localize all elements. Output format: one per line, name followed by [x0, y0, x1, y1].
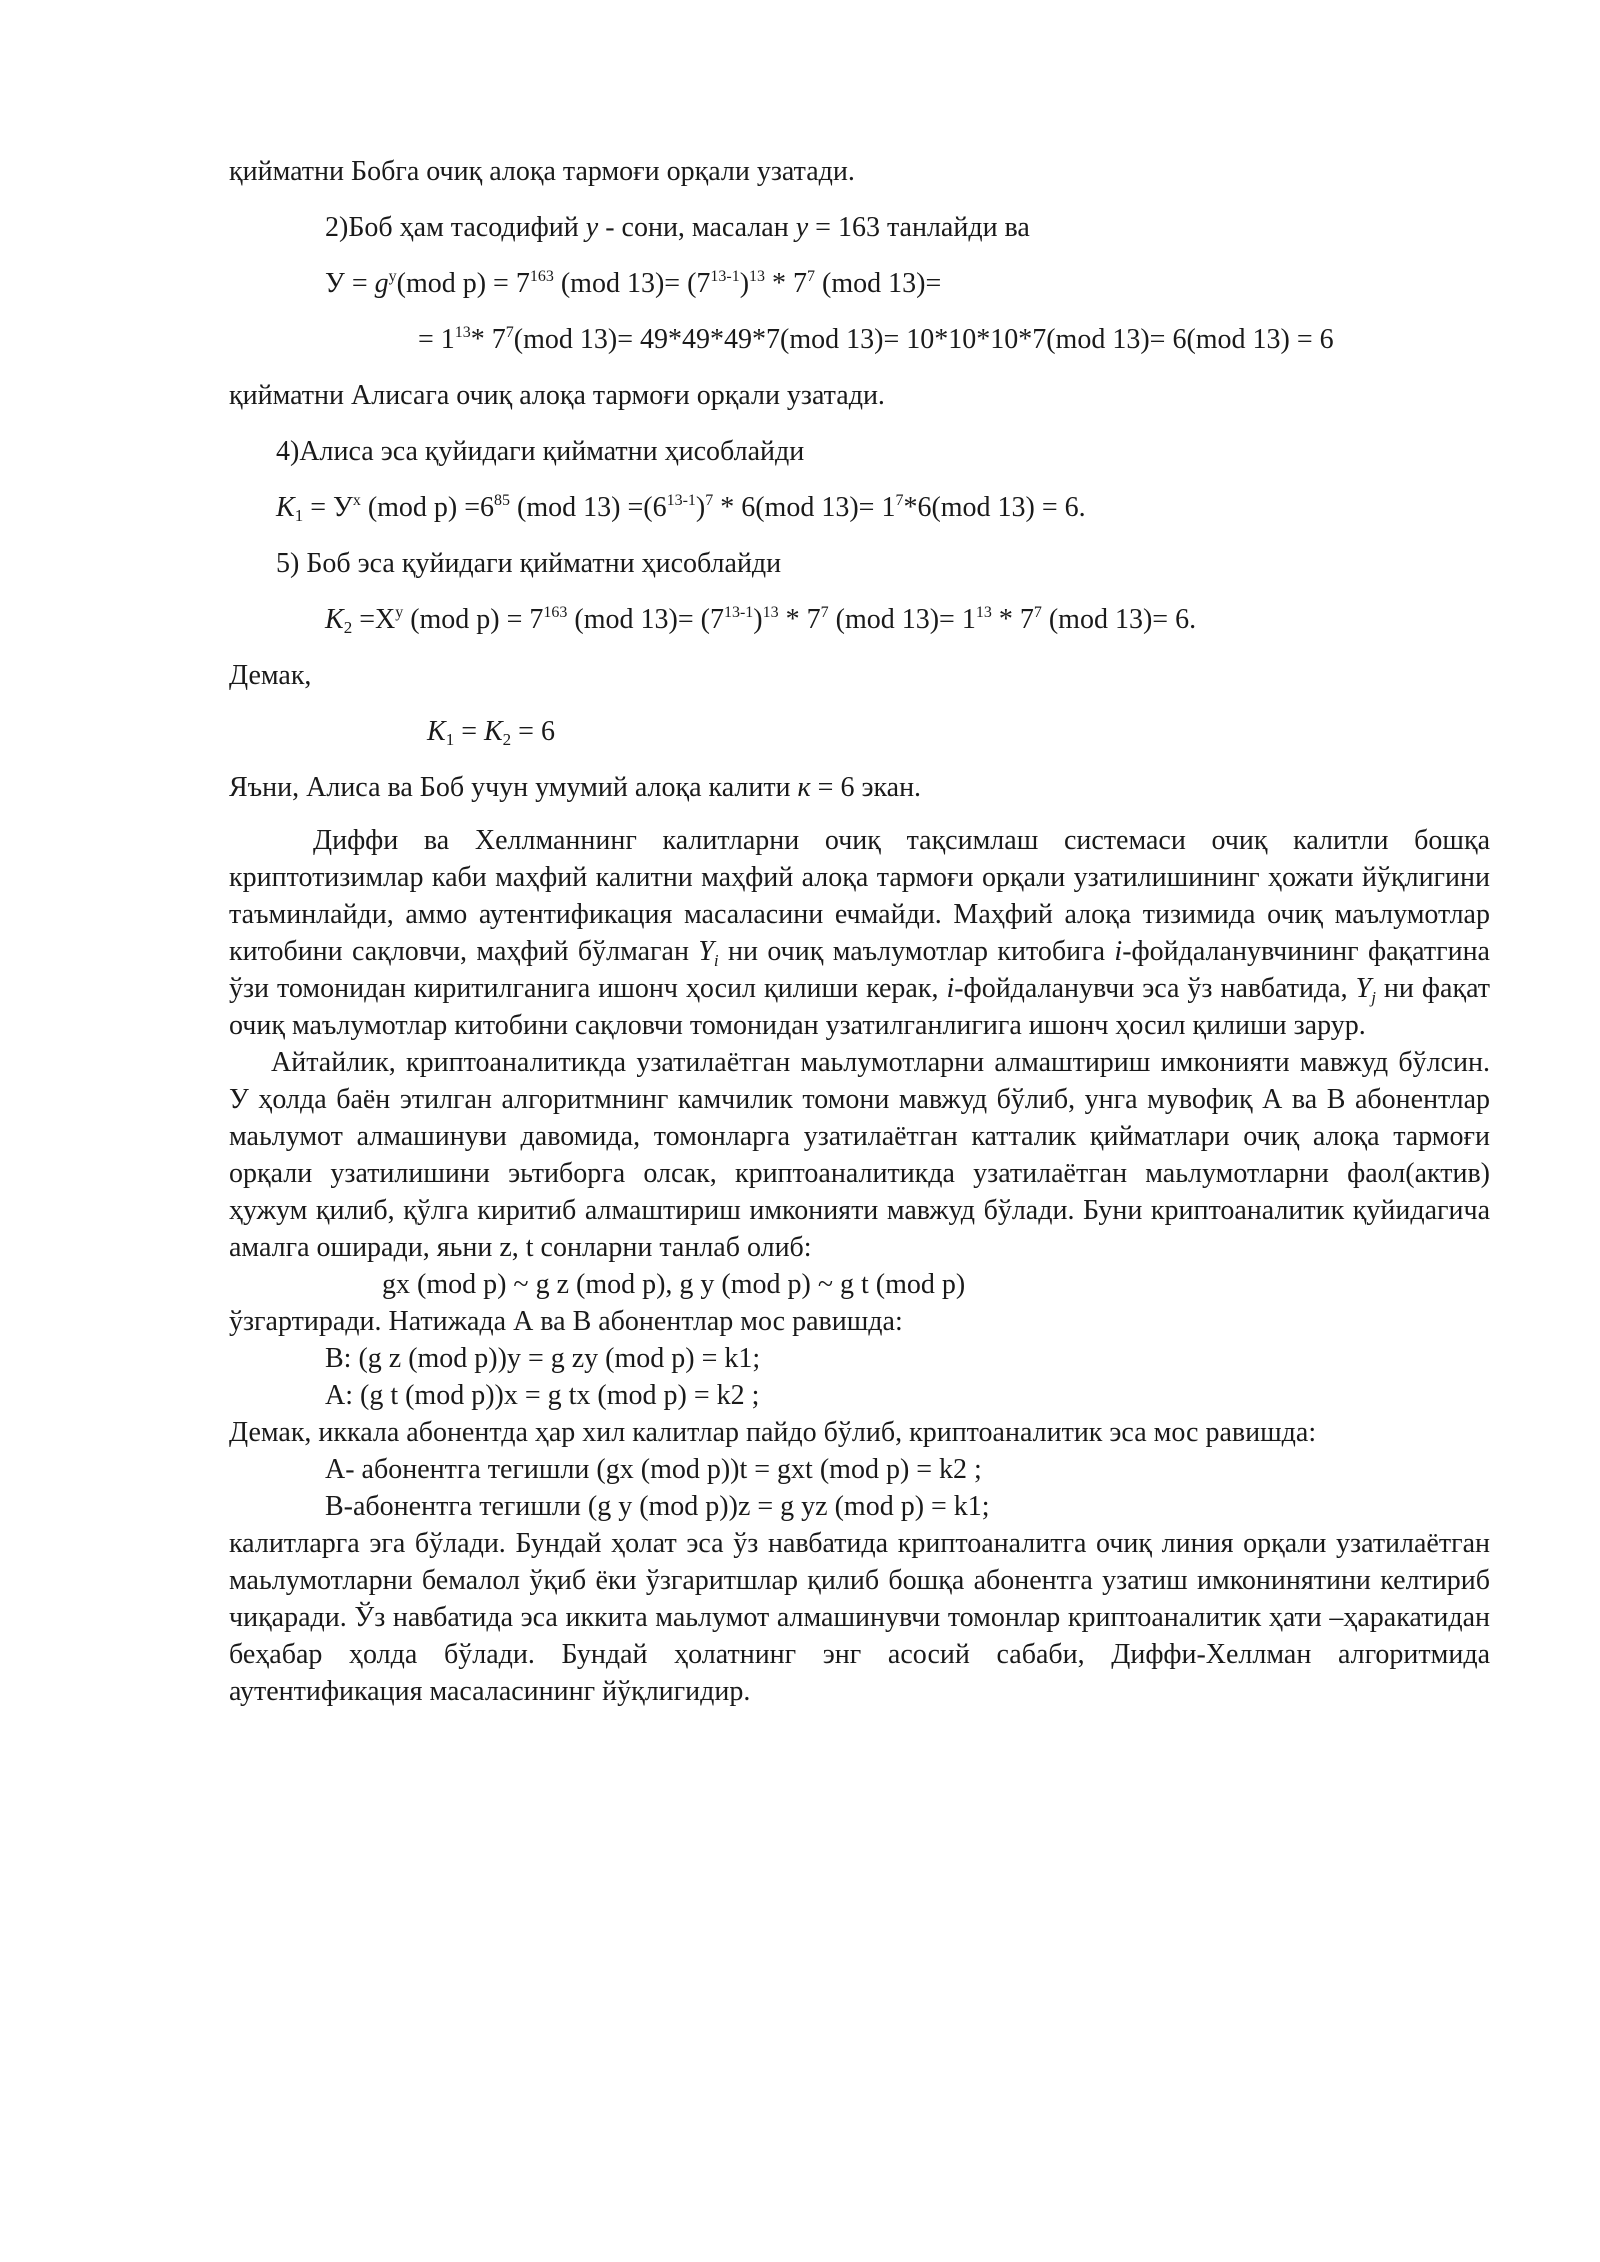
- text: (mod 13)= 6.: [1041, 604, 1197, 635]
- var-g: g: [374, 268, 389, 299]
- line-bob-chooses-y: [325, 210, 1030, 246]
- text: - сони, масалан: [598, 212, 796, 243]
- body-text: [229, 822, 1490, 1710]
- formula-A-key: A: (g t (mod p))x = g tx (mod p) = k2 ;: [325, 1380, 760, 1411]
- paragraph-conclusion: калитларга эга бўлади. Бундай ҳолат эса ўз навбатида криптоаналитга очиқ линия орқали узатилаётган маьлумотларни бемалол ўқиб ёки ўзгаритшлар қилиб бошқа абонентга узатиш имконинятини келтириб чиқаради. Ўз навбатида эса иккита маьлумот алмашинувчи томонлар криптоаналитик ҳати –ҳаракатидан беҳабар ҳолда бўлади. Бундай ҳолатнинг энг асосий сабаби, Диффи-Хеллман алгоритмида аутентификация масаласининг йўқлигидир.: [229, 1528, 1490, 1707]
- superscript: 13-1: [723, 604, 754, 621]
- superscript: x: [352, 492, 361, 509]
- text: (mod p) = 7: [396, 268, 530, 299]
- line-transmit-to-alice: [229, 378, 885, 414]
- line-bob-computes: [276, 546, 781, 582]
- paragraph-attack: Айтайлик, криптоаналитикда узатилаётган маьлумотларни алмаштириш имконияти мавжуд бўлсин. У ҳолда баён этилган алгоритмнинг камчилик томони мавжуд бўлиб, унга мувофиқ А ва В абонентлар маьлумот алмашинуви давомида, томонларга узатилаётган катталик қийматлари очиқ алоқа тармоғи орқали узатилишини эьтиборга олсак, криптоаналитикда узатилаётган маьлумотларни фаол(актив) ҳужум қилиб, қўлга киритиб алмаштириш имконияти мавжуд бўлади. Буни криптоаналитик қуйидагича амалга оширади, яьни z, t сонларни танлаб олиб:: [229, 1047, 1490, 1263]
- text: ни очиқ маълумотлар китобига: [718, 936, 1115, 967]
- text: (mod 13)= 49*49*49*7(mod 13)= 10*10*10*7(mod 13)= 6(mod 13) = 6: [513, 324, 1334, 355]
- text: (mod 13) =(6: [510, 492, 667, 523]
- subscript: i: [713, 951, 719, 970]
- text: (mod 13)= (7: [553, 268, 711, 299]
- formula-B-subscriber: В-абонентга тегишли (g y (mod p))z = g yz (mod p) = k1;: [325, 1491, 990, 1522]
- text: Яъни, Алиса ва Боб учун умумий алоқа калити: [229, 772, 798, 803]
- superscript: 13: [749, 268, 766, 285]
- line-alice-computes: [276, 434, 804, 470]
- superscript: y: [388, 268, 397, 285]
- line-transmit-to-bob: [229, 154, 855, 190]
- text: =: [454, 716, 484, 747]
- text: ): [695, 492, 706, 523]
- subscript: 1: [294, 506, 304, 525]
- subscript: 1: [445, 730, 455, 749]
- text: 2)Боб ҳам тасодифий: [325, 212, 586, 243]
- text: Диффи ва Хеллманнинг калитларни очиқ тақсимлаш системаси очиқ калитли бошқа криптотизимлар каби маҳфий калитни маҳфий алоқа тармоғи орқали узатилишининг ҳожати йўқлигини таъминлайди, аммо аутентификация масаласини ечмайди. Маҳфий алоқа тизимида очиқ маълумотлар китобини сақловчи, маҳфий бўлмаган: [229, 825, 1490, 967]
- subscript: 2: [343, 618, 353, 637]
- text: ): [739, 268, 750, 299]
- line-therefore: [229, 658, 311, 694]
- text: ни фақат очиқ маълумотлар китобини сақловчи томонидан узатилганлигига ишонч ҳосил қилиши зарур.: [229, 973, 1491, 1041]
- text: = У: [303, 492, 353, 523]
- text: (mod 13)=: [815, 268, 942, 299]
- text: * 7: [778, 604, 821, 635]
- text: қийматни Алисага очиқ алоқа тармоғи орқали узатади.: [229, 380, 885, 411]
- subscript: 2: [502, 730, 512, 749]
- text: -фойдаланувчи эса ўз навбатида,: [954, 973, 1356, 1004]
- paragraph-result-intro: ўзгартиради. Натижада А ва В абонентлар мос равишда:: [229, 1306, 903, 1337]
- text: = 6: [511, 716, 555, 747]
- text: (mod 13)= (7: [567, 604, 724, 635]
- formula-Y-result: [418, 322, 1334, 358]
- formula-K1-equals-K2: [427, 714, 555, 753]
- text: =X: [352, 604, 396, 635]
- superscript: 13: [762, 604, 779, 621]
- var-Y: Y: [698, 936, 714, 967]
- superscript: 7: [705, 492, 714, 509]
- var-K: K: [276, 492, 295, 523]
- superscript: 7: [895, 492, 904, 509]
- text: = 1: [418, 324, 455, 355]
- superscript: 13: [975, 604, 992, 621]
- var-i: i: [1114, 936, 1123, 967]
- text: = 6 экан.: [810, 772, 922, 803]
- formula-Y-compute: [325, 266, 941, 302]
- superscript: 85: [494, 492, 511, 509]
- text: = 163 танлайди ва: [808, 212, 1030, 243]
- superscript: 13-1: [710, 268, 740, 285]
- subscript: j: [1371, 988, 1376, 1007]
- var-Y: Y: [1355, 973, 1372, 1004]
- text: * 7: [765, 268, 808, 299]
- formula-K1: [276, 490, 1086, 529]
- formula-A-subscriber: А- абонентга тегишли (gx (mod p))t = gxt (mod p) = k2 ;: [325, 1454, 982, 1485]
- text: (mod 13)= 1: [828, 604, 976, 635]
- formula-B-key: B: (g z (mod p))y = g zy (mod p) = k1;: [325, 1343, 761, 1374]
- paragraph-different-keys: Демак, иккала абонентда ҳар хил калитлар пайдо бўлиб, криптоаналитик эса мос равишда:: [229, 1417, 1317, 1448]
- var-K: K: [427, 716, 446, 747]
- text: -фойдаланувчининг фақатгина ўзи томонидан киритилганига ишонч ҳосил қилиши керак,: [229, 936, 1490, 1004]
- var-K: K: [483, 716, 503, 747]
- text: 4)Алиса эса қуйидаги қийматни ҳисоблайди: [276, 436, 805, 467]
- text: (mod p) = 7: [403, 604, 544, 635]
- text: *6(mod 13) = 6.: [903, 492, 1086, 523]
- var-y: y: [795, 212, 809, 243]
- text: қийматни Бобга очиқ алоқа тармоғи орқали узатади.: [229, 156, 855, 187]
- var-K: K: [325, 604, 344, 635]
- line-common-key: [229, 770, 921, 806]
- superscript: 13-1: [666, 492, 696, 509]
- superscript: 7: [1033, 604, 1042, 621]
- var-k: к: [797, 772, 811, 803]
- text: * 7: [470, 324, 506, 355]
- superscript: 7: [820, 604, 829, 621]
- text: ): [753, 604, 763, 635]
- superscript: 7: [505, 324, 514, 341]
- text: Демак,: [229, 660, 312, 691]
- superscript: 163: [529, 268, 554, 285]
- text: * 7: [991, 604, 1034, 635]
- superscript: 163: [543, 604, 568, 621]
- text: (mod p) =6: [360, 492, 495, 523]
- var-i: i: [946, 973, 955, 1004]
- formula-K2: [325, 602, 1196, 641]
- paragraph-authentication: [229, 822, 1490, 1044]
- superscript: y: [395, 604, 404, 621]
- var-y: y: [585, 212, 599, 243]
- formula-substitution: gx (mod p) ~ g z (mod p), g y (mod p) ~ g t (mod p): [382, 1269, 966, 1300]
- text: 5) Боб эса қуйидаги қийматни ҳисоблайди: [276, 548, 782, 579]
- superscript: 7: [807, 268, 816, 285]
- text: * 6(mod 13)= 1: [713, 492, 896, 523]
- text: У =: [325, 268, 375, 299]
- superscript: 13: [454, 324, 471, 341]
